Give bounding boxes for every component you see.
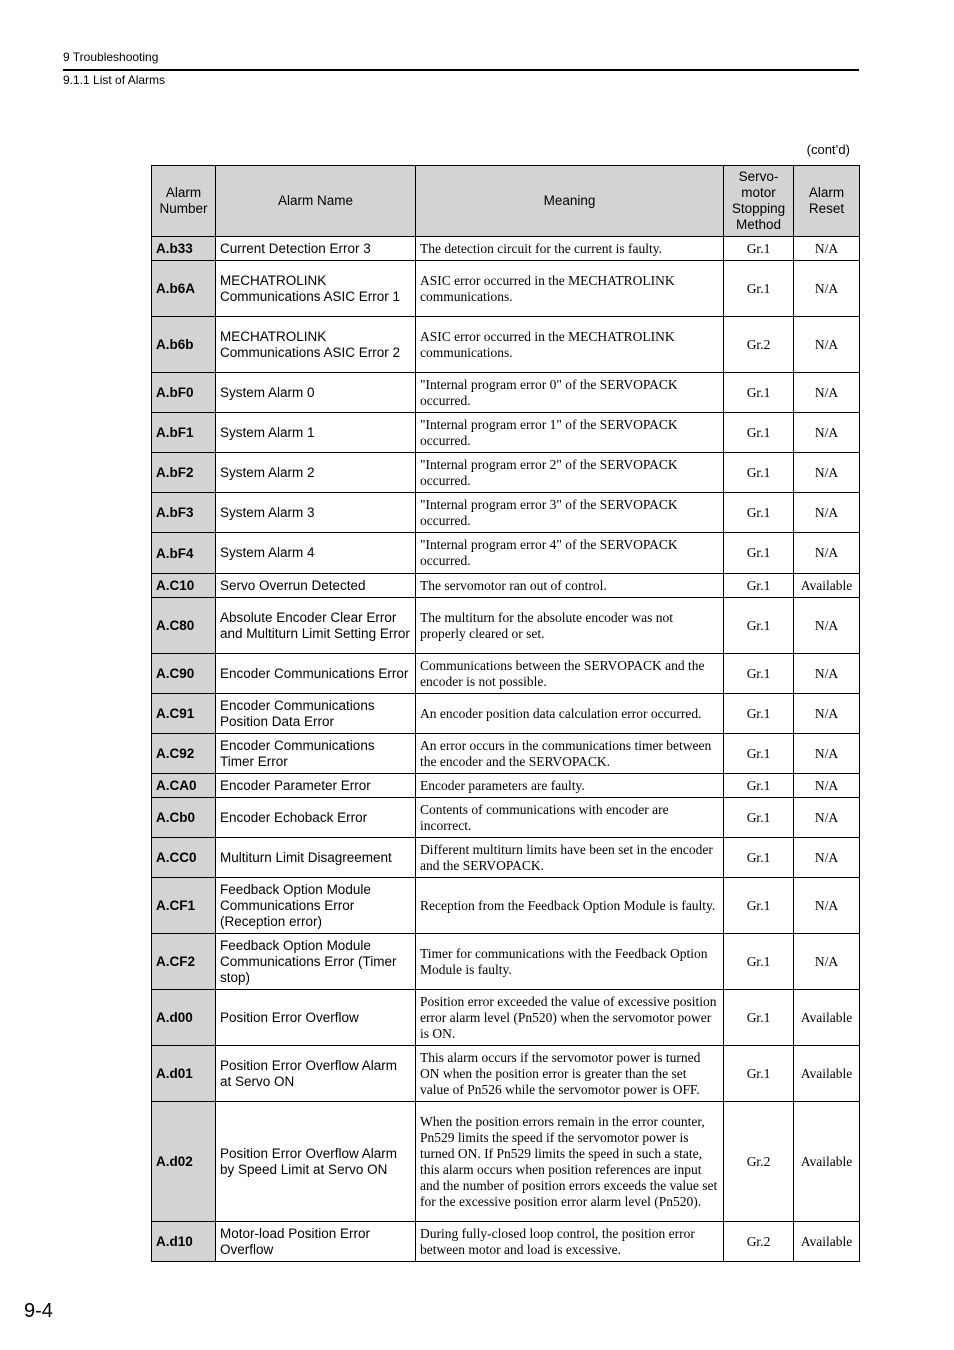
meaning-cell: This alarm occurs if the servomotor power is turned ON when the position error is greater than the set value of Pn526 while the servomotor power is OFF.: [416, 1046, 724, 1102]
alarm-name-cell: System Alarm 4: [216, 533, 416, 574]
alarm-name-cell: Absolute Encoder Clear Error and Multiturn Limit Setting Error: [216, 598, 416, 654]
section-header: 9.1.1 List of Alarms: [63, 73, 166, 87]
table-row: [152, 1046, 860, 1102]
stopping-method-cell: Gr.1: [724, 373, 794, 413]
alarm-number-cell: A.CC0: [152, 838, 216, 878]
meaning-cell: "Internal program error 0" of the SERVOPACK occurred.: [416, 373, 724, 413]
table-row: [152, 413, 860, 453]
table-row: [152, 598, 860, 654]
meaning-cell: "Internal program error 4" of the SERVOPACK occurred.: [416, 533, 724, 574]
stopping-method-cell: Gr.1: [724, 598, 794, 654]
stopping-method-cell: Gr.1: [724, 453, 794, 493]
meaning-cell: Encoder parameters are faulty.: [416, 774, 724, 798]
stopping-method-cell: Gr.1: [724, 654, 794, 694]
alarm-name-cell: Multiturn Limit Disagreement: [216, 838, 416, 878]
table-row: [152, 317, 860, 373]
table-row: [152, 798, 860, 838]
alarm-name-cell: System Alarm 3: [216, 493, 416, 533]
alarm-number-cell: A.C90: [152, 654, 216, 694]
table-row: [152, 774, 860, 798]
col-alarm-reset: Alarm Reset: [794, 166, 860, 237]
meaning-cell: "Internal program error 3" of the SERVOPACK occurred.: [416, 493, 724, 533]
meaning-cell: During fully-closed loop control, the position error between motor and load is excessive.: [416, 1222, 724, 1262]
meaning-cell: Timer for communications with the Feedback Option Module is faulty.: [416, 934, 724, 990]
alarm-name-cell: Motor-load Position Error Overflow: [216, 1222, 416, 1262]
table-row: [152, 934, 860, 990]
table-row: [152, 1222, 860, 1262]
stopping-method-cell: Gr.1: [724, 990, 794, 1046]
stopping-method-cell: Gr.1: [724, 934, 794, 990]
meaning-cell: The servomotor ran out of control.: [416, 574, 724, 598]
alarm-number-cell: A.bF1: [152, 413, 216, 453]
stopping-method-cell: Gr.1: [724, 734, 794, 774]
meaning-cell: Contents of communications with encoder are incorrect.: [416, 798, 724, 838]
table-row: [152, 574, 860, 598]
alarm-reset-cell: N/A: [794, 317, 860, 373]
col-alarm-number: Alarm Number: [152, 166, 216, 237]
alarm-reset-cell: N/A: [794, 237, 860, 261]
alarm-number-cell: A.bF0: [152, 373, 216, 413]
table-row: [152, 261, 860, 317]
stopping-method-cell: Gr.1: [724, 261, 794, 317]
stopping-method-cell: Gr.2: [724, 1222, 794, 1262]
table-body: [152, 237, 860, 1262]
table-row: [152, 533, 860, 574]
stopping-method-cell: Gr.1: [724, 413, 794, 453]
alarm-reset-cell: N/A: [794, 878, 860, 934]
stopping-method-cell: Gr.1: [724, 878, 794, 934]
alarm-name-cell: Feedback Option Module Communications Error (Reception error): [216, 878, 416, 934]
alarm-reset-cell: N/A: [794, 413, 860, 453]
meaning-cell: An error occurs in the communications timer between the encoder and the SERVOPACK.: [416, 734, 724, 774]
alarm-name-cell: Servo Overrun Detected: [216, 574, 416, 598]
col-alarm-name: Alarm Name: [216, 166, 416, 237]
meaning-cell: ASIC error occurred in the MECHATROLINK communications.: [416, 261, 724, 317]
alarm-reset-cell: Available: [794, 1046, 860, 1102]
alarm-reset-cell: N/A: [794, 798, 860, 838]
meaning-cell: The detection circuit for the current is faulty.: [416, 237, 724, 261]
alarm-number-cell: A.d02: [152, 1102, 216, 1222]
alarm-number-cell: A.Cb0: [152, 798, 216, 838]
table-row: [152, 990, 860, 1046]
alarm-reset-cell: Available: [794, 574, 860, 598]
alarm-number-cell: A.bF2: [152, 453, 216, 493]
alarm-name-cell: MECHATROLINK Communications ASIC Error 1: [216, 261, 416, 317]
table-row: [152, 373, 860, 413]
alarm-name-cell: Encoder Parameter Error: [216, 774, 416, 798]
stopping-method-cell: Gr.1: [724, 798, 794, 838]
alarm-name-cell: Position Error Overflow Alarm by Speed Limit at Servo ON: [216, 1102, 416, 1222]
col-stopping-method: Servo-motor Stopping Method: [724, 166, 794, 237]
stopping-method-cell: Gr.1: [724, 694, 794, 734]
alarm-reset-cell: N/A: [794, 774, 860, 798]
alarm-reset-cell: N/A: [794, 654, 860, 694]
stopping-method-cell: Gr.2: [724, 1102, 794, 1222]
col-meaning: Meaning: [416, 166, 724, 237]
meaning-cell: Different multiturn limits have been set in the encoder and the SERVOPACK.: [416, 838, 724, 878]
table-row: [152, 838, 860, 878]
stopping-method-cell: Gr.1: [724, 838, 794, 878]
alarm-number-cell: A.b6b: [152, 317, 216, 373]
table-row: [152, 654, 860, 694]
alarm-reset-cell: Available: [794, 990, 860, 1046]
alarm-name-cell: Encoder Echoback Error: [216, 798, 416, 838]
meaning-cell: Position error exceeded the value of excessive position error alarm level (Pn520) when the servomotor power is ON.: [416, 990, 724, 1046]
alarm-name-cell: Encoder Communications Timer Error: [216, 734, 416, 774]
alarm-number-cell: A.CF1: [152, 878, 216, 934]
alarm-reset-cell: N/A: [794, 373, 860, 413]
alarm-reset-cell: N/A: [794, 261, 860, 317]
alarm-name-cell: Position Error Overflow Alarm at Servo ON: [216, 1046, 416, 1102]
alarm-number-cell: A.b6A: [152, 261, 216, 317]
stopping-method-cell: Gr.1: [724, 493, 794, 533]
table-row: [152, 878, 860, 934]
alarm-number-cell: A.C80: [152, 598, 216, 654]
alarm-reset-cell: N/A: [794, 533, 860, 574]
alarm-name-cell: System Alarm 0: [216, 373, 416, 413]
table-row: [152, 1102, 860, 1222]
alarm-number-cell: A.bF3: [152, 493, 216, 533]
alarm-number-cell: A.d00: [152, 990, 216, 1046]
alarm-reset-cell: N/A: [794, 838, 860, 878]
stopping-method-cell: Gr.1: [724, 1046, 794, 1102]
alarm-number-cell: A.d10: [152, 1222, 216, 1262]
stopping-method-cell: Gr.1: [724, 533, 794, 574]
alarm-name-cell: Current Detection Error 3: [216, 237, 416, 261]
alarm-name-cell: Position Error Overflow: [216, 990, 416, 1046]
table-row: [152, 694, 860, 734]
alarm-reset-cell: N/A: [794, 493, 860, 533]
meaning-cell: Communications between the SERVOPACK and the encoder is not possible.: [416, 654, 724, 694]
alarm-number-cell: A.C10: [152, 574, 216, 598]
meaning-cell: An encoder position data calculation error occurred.: [416, 694, 724, 734]
alarm-number-cell: A.CA0: [152, 774, 216, 798]
table-row: [152, 734, 860, 774]
meaning-cell: "Internal program error 1" of the SERVOPACK occurred.: [416, 413, 724, 453]
meaning-cell: Reception from the Feedback Option Module is faulty.: [416, 878, 724, 934]
alarm-reset-cell: Available: [794, 1222, 860, 1262]
alarm-name-cell: Encoder Communications Position Data Error: [216, 694, 416, 734]
meaning-cell: The multiturn for the absolute encoder was not properly cleared or set.: [416, 598, 724, 654]
stopping-method-cell: Gr.2: [724, 317, 794, 373]
stopping-method-cell: Gr.1: [724, 237, 794, 261]
continued-label: (cont’d): [806, 142, 850, 157]
alarm-table: [151, 165, 860, 1262]
alarm-name-cell: System Alarm 2: [216, 453, 416, 493]
table-row: [152, 237, 860, 261]
chapter-header: 9 Troubleshooting: [63, 50, 159, 64]
alarm-reset-cell: N/A: [794, 734, 860, 774]
alarm-number-cell: A.C92: [152, 734, 216, 774]
table-row: [152, 493, 860, 533]
alarm-reset-cell: N/A: [794, 694, 860, 734]
meaning-cell: "Internal program error 2" of the SERVOPACK occurred.: [416, 453, 724, 493]
alarm-name-cell: Encoder Communications Error: [216, 654, 416, 694]
page-number: 9-4: [24, 1300, 53, 1322]
table-row: [152, 453, 860, 493]
alarm-name-cell: MECHATROLINK Communications ASIC Error 2: [216, 317, 416, 373]
alarm-name-cell: Feedback Option Module Communications Error (Timer stop): [216, 934, 416, 990]
alarm-reset-cell: N/A: [794, 598, 860, 654]
alarm-number-cell: A.CF2: [152, 934, 216, 990]
meaning-cell: When the position errors remain in the error counter, Pn529 limits the speed if the servomotor power is turned ON. If Pn529 limits the speed in such a state, this alarm occurs when position references are input and the number of position errors exceeds the value set for the excessive position error alarm level (Pn520).: [416, 1102, 724, 1222]
alarm-number-cell: A.b33: [152, 237, 216, 261]
table-header-row: [152, 166, 860, 237]
stopping-method-cell: Gr.1: [724, 574, 794, 598]
alarm-name-cell: System Alarm 1: [216, 413, 416, 453]
stopping-method-cell: Gr.1: [724, 774, 794, 798]
alarm-number-cell: A.d01: [152, 1046, 216, 1102]
meaning-cell: ASIC error occurred in the MECHATROLINK communications.: [416, 317, 724, 373]
header-rule: [63, 69, 859, 71]
alarm-number-cell: A.C91: [152, 694, 216, 734]
alarm-number-cell: A.bF4: [152, 533, 216, 574]
alarm-reset-cell: N/A: [794, 453, 860, 493]
alarm-reset-cell: N/A: [794, 934, 860, 990]
alarm-reset-cell: Available: [794, 1102, 860, 1222]
